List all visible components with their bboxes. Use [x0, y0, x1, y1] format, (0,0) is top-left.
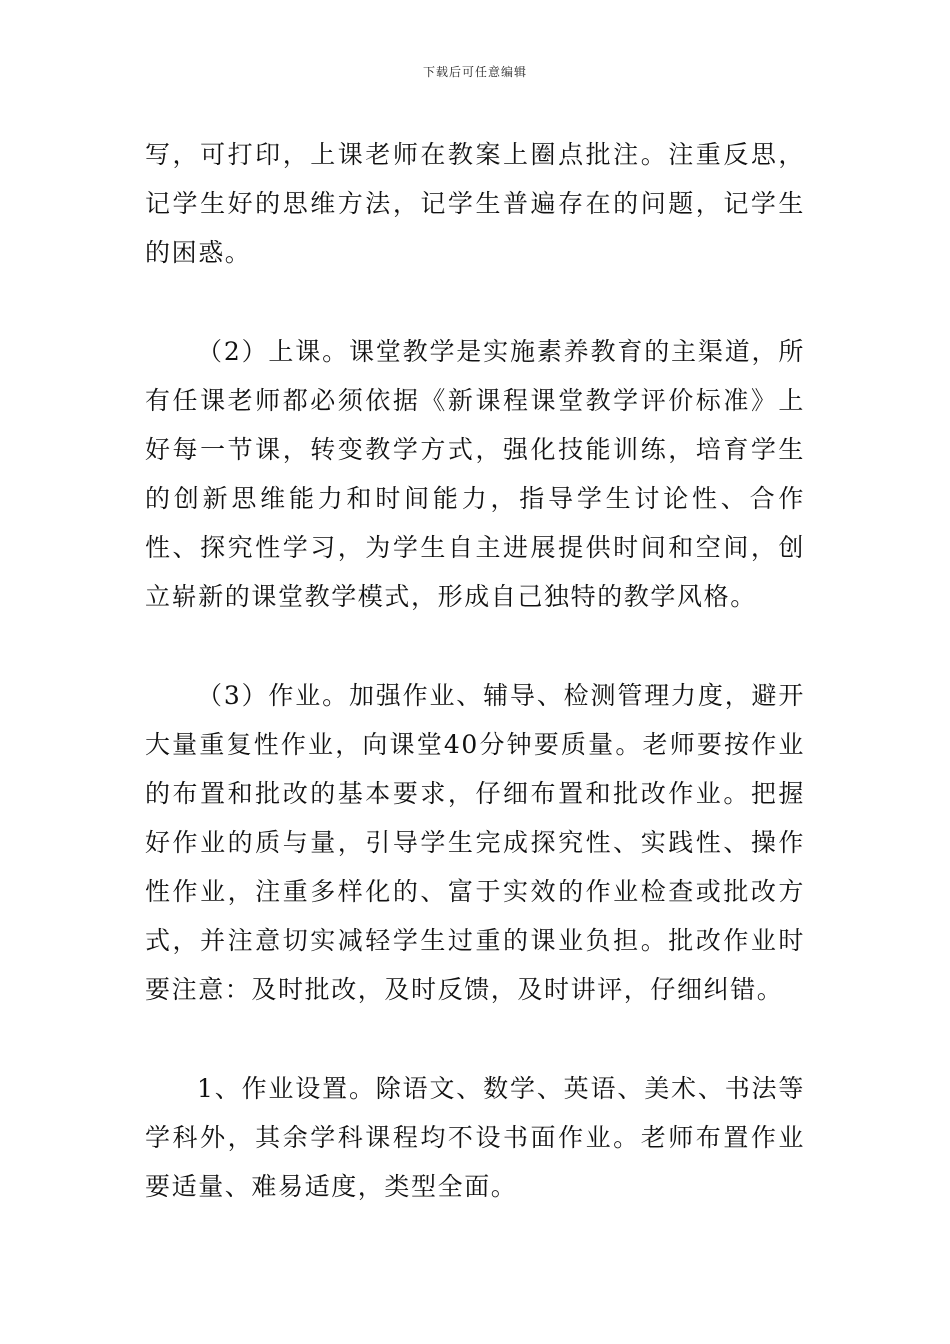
paragraph-spacer	[145, 277, 805, 327]
paragraph-spacer	[145, 1014, 805, 1064]
paragraph-lesson-plan-continued: 写，可打印，上课老师在教案上圈点批注。注重反思，记学生好的思维方法，记学生普遍存在的问题，记学生的困惑。	[145, 140, 805, 267]
paragraph-homework: （3）作业。加强作业、辅导、检测管理力度，避开大量重复性作业，向课堂40分钟要质量。老师要按作业的布置和批改的基本要求，仔细布置和批改作业。把握好作业的质与量，引导学生完成探究性、实践性、操作性作业，注重多样化的、富于实效的作业检查或批改方式，并注意切实减轻学生过重的课业负担。批改作业时要注意：及时批改，及时反馈，及时讲评，仔细纠错。	[145, 681, 805, 1004]
paragraph-class-teaching: （2）上课。课堂教学是实施素养教育的主渠道，所有任课老师都必须依据《新课程课堂教学评价标准》上好每一节课，转变教学方式，强化技能训练，培育学生的创新思维能力和时间能力，指导学生讨论性、合作性、探究性学习，为学生自主进展提供时间和空间，创立崭新的课堂教学模式，形成自己独特的教学风格。	[145, 337, 805, 611]
page-header: 下载后可任意编辑	[422, 65, 527, 79]
paragraph-spacer	[145, 621, 805, 671]
document-body	[145, 130, 805, 1211]
paragraph-homework-setting: 1、作业设置。除语文、数学、英语、美术、书法等学科外，其余学科课程均不设书面作业。老师布置作业要适量、难易适度，类型全面。	[145, 1074, 805, 1201]
